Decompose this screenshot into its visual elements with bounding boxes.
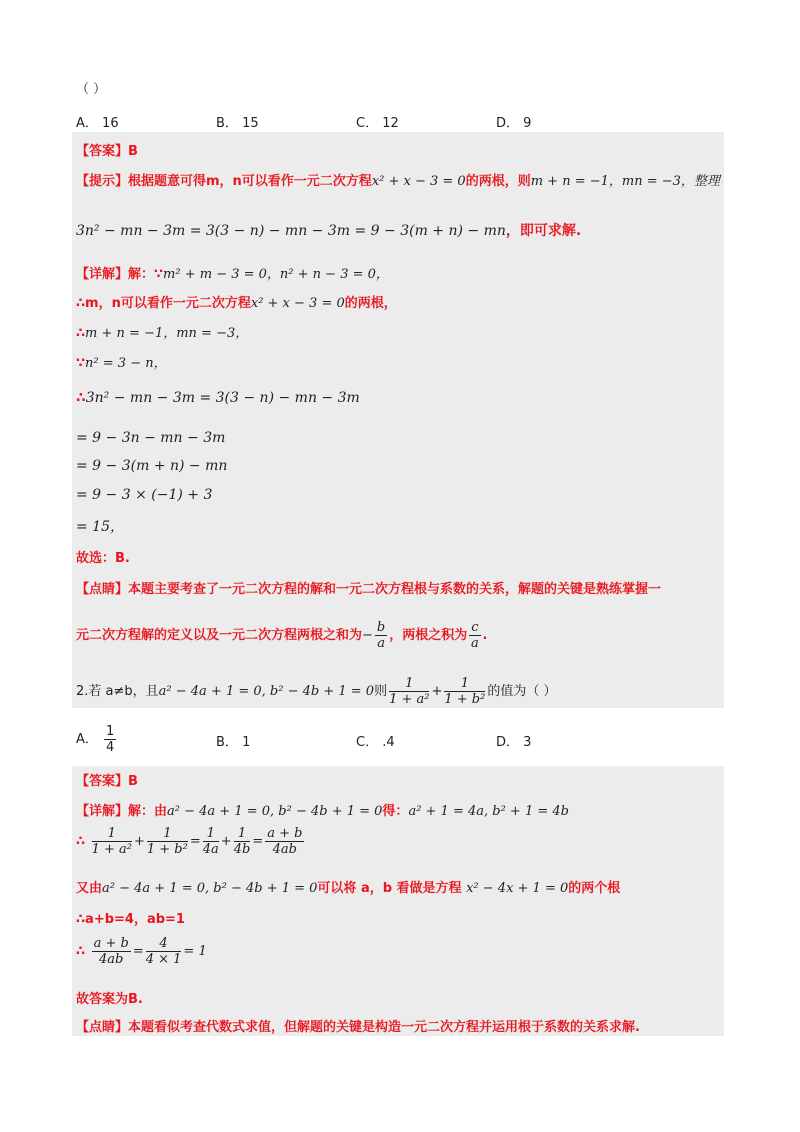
fraction-1-over-1-plus-a2: $\frac{1}{\text{1 + a²}}$: [389, 676, 430, 707]
choose-line-1: 故选：B.: [76, 551, 130, 566]
detail-line-7: = 9 − 3(m + n) − mn: [76, 458, 228, 474]
fraction-b-over-a: $\frac{b}{a}$: [376, 620, 386, 651]
frac-b1: $\frac{a + b}{4ab}$: [93, 936, 129, 967]
detail-line-9: = 15，: [76, 519, 124, 535]
hint-line-2: 3n² − mn − 3m = 3(3 − n) − mn − 3m = 9 − 3(m + n) − mn，即可求解.: [76, 223, 582, 239]
question-2: 2.若 a≠b，且a² − 4a + 1 = 0, b² − 4b + 1 = 0则 $\frac{1}{\text{1 + a²}}$ + $\frac{1}{\text{1 + b²}}$ 的值为（ ）: [76, 676, 557, 707]
detail2-line-5: ∴ $\frac{a + b}{4ab}$ = $\frac{4}{4 \times 1}$ = 1: [76, 936, 207, 967]
fraction-c-over-a: $\frac{c}{a}$: [471, 620, 479, 651]
q1-option-d[interactable]: D． 9: [496, 116, 532, 131]
frac-a4: $\frac{1}{4b}$: [233, 826, 251, 857]
q2-option-d[interactable]: D． 3: [496, 735, 532, 750]
q1-option-c[interactable]: C． 12: [356, 116, 399, 131]
q2-option-b[interactable]: B． 1: [216, 735, 251, 750]
frac-a2: $\frac{1}{\text{1 + b²}}$: [146, 826, 188, 857]
choose-line-2: 故答案为B.: [76, 992, 143, 1007]
detail-line-5: ∴3n² − mn − 3m = 3(3 − n) − mn − 3m: [76, 390, 360, 406]
hint-line-1: 【提示】根据题意可得m，n可以看作一元二次方程x² + x − 3 = 0的两根，则m + n = −1，mn = −3，整理: [76, 174, 720, 189]
fraction-1-over-4: $\frac{1}{4}$: [106, 724, 115, 755]
frac-a5: $\frac{a + b}{4ab}$: [267, 826, 303, 857]
comment-line-2: 元二次方程解的定义以及一元二次方程两根之和为− $\frac{b}{a}$ ，两根之积为 $\frac{c}{a}$ .: [76, 620, 488, 651]
fraction-1-over-1-plus-b2: $\frac{1}{\text{1 + b²}}$: [444, 676, 486, 707]
detail2-line-4: ∴a+b=4，ab=1: [76, 912, 185, 927]
detail2-line-1: 【详解】解：由a² − 4a + 1 = 0, b² − 4b + 1 = 0得：a² + 1 = 4a, b² + 1 = 4b: [76, 804, 569, 819]
frac-a3: $\frac{1}{4a}$: [202, 826, 219, 857]
comment-line-3: 【点睛】本题看似考查代数式求值，但解题的关键是构造一元二次方程并运用根于系数的关系求解.: [76, 1020, 640, 1035]
q1-paren: （ ）: [76, 82, 107, 97]
detail2-line-3: 又由a² − 4a + 1 = 0, b² − 4b + 1 = 0可以将 a，b 看做是方程 x² − 4x + 1 = 0的两个根: [76, 881, 621, 896]
detail-line-1: 【详解】解：∵m² + m − 3 = 0，n² + n − 3 = 0，: [76, 267, 389, 282]
detail-line-4: ∵n² = 3 − n，: [76, 356, 167, 371]
detail-line-2: ∴m，n可以看作一元二次方程x² + x − 3 = 0的两根，: [76, 296, 397, 311]
detail2-line-2: ∴ $\frac{1}{\text{1 + a²}}$ + $\frac{1}{\text{1 + b²}}$ = $\frac{1}{4a}$ + $\frac{1}{4b}$ = $\frac{a + b}{4ab}$: [76, 826, 303, 857]
detail-line-6: = 9 − 3n − mn − 3m: [76, 430, 226, 446]
frac-b2: $\frac{4}{4 \times 1}$: [145, 936, 182, 967]
q1-option-b[interactable]: B． 15: [216, 116, 259, 131]
frac-a1: $\frac{1}{\text{1 + a²}}$: [91, 826, 132, 857]
q2-option-a[interactable]: A． $\frac{1}{4}$: [76, 724, 115, 755]
q1-option-a[interactable]: A． 16: [76, 116, 119, 131]
answer-label-2: 【答案】B: [76, 774, 138, 789]
q2-option-c[interactable]: C． .4: [356, 735, 395, 750]
detail-line-8: = 9 − 3 × (−1) + 3: [76, 487, 213, 503]
answer-label-1: 【答案】B: [76, 144, 138, 159]
comment-line-1: 【点睛】本题主要考查了一元二次方程的解和一元二次方程根与系数的关系，解题的关键是熟练掌握一: [76, 582, 662, 597]
detail-line-3: ∴m + n = −1，mn = −3，: [76, 326, 249, 341]
